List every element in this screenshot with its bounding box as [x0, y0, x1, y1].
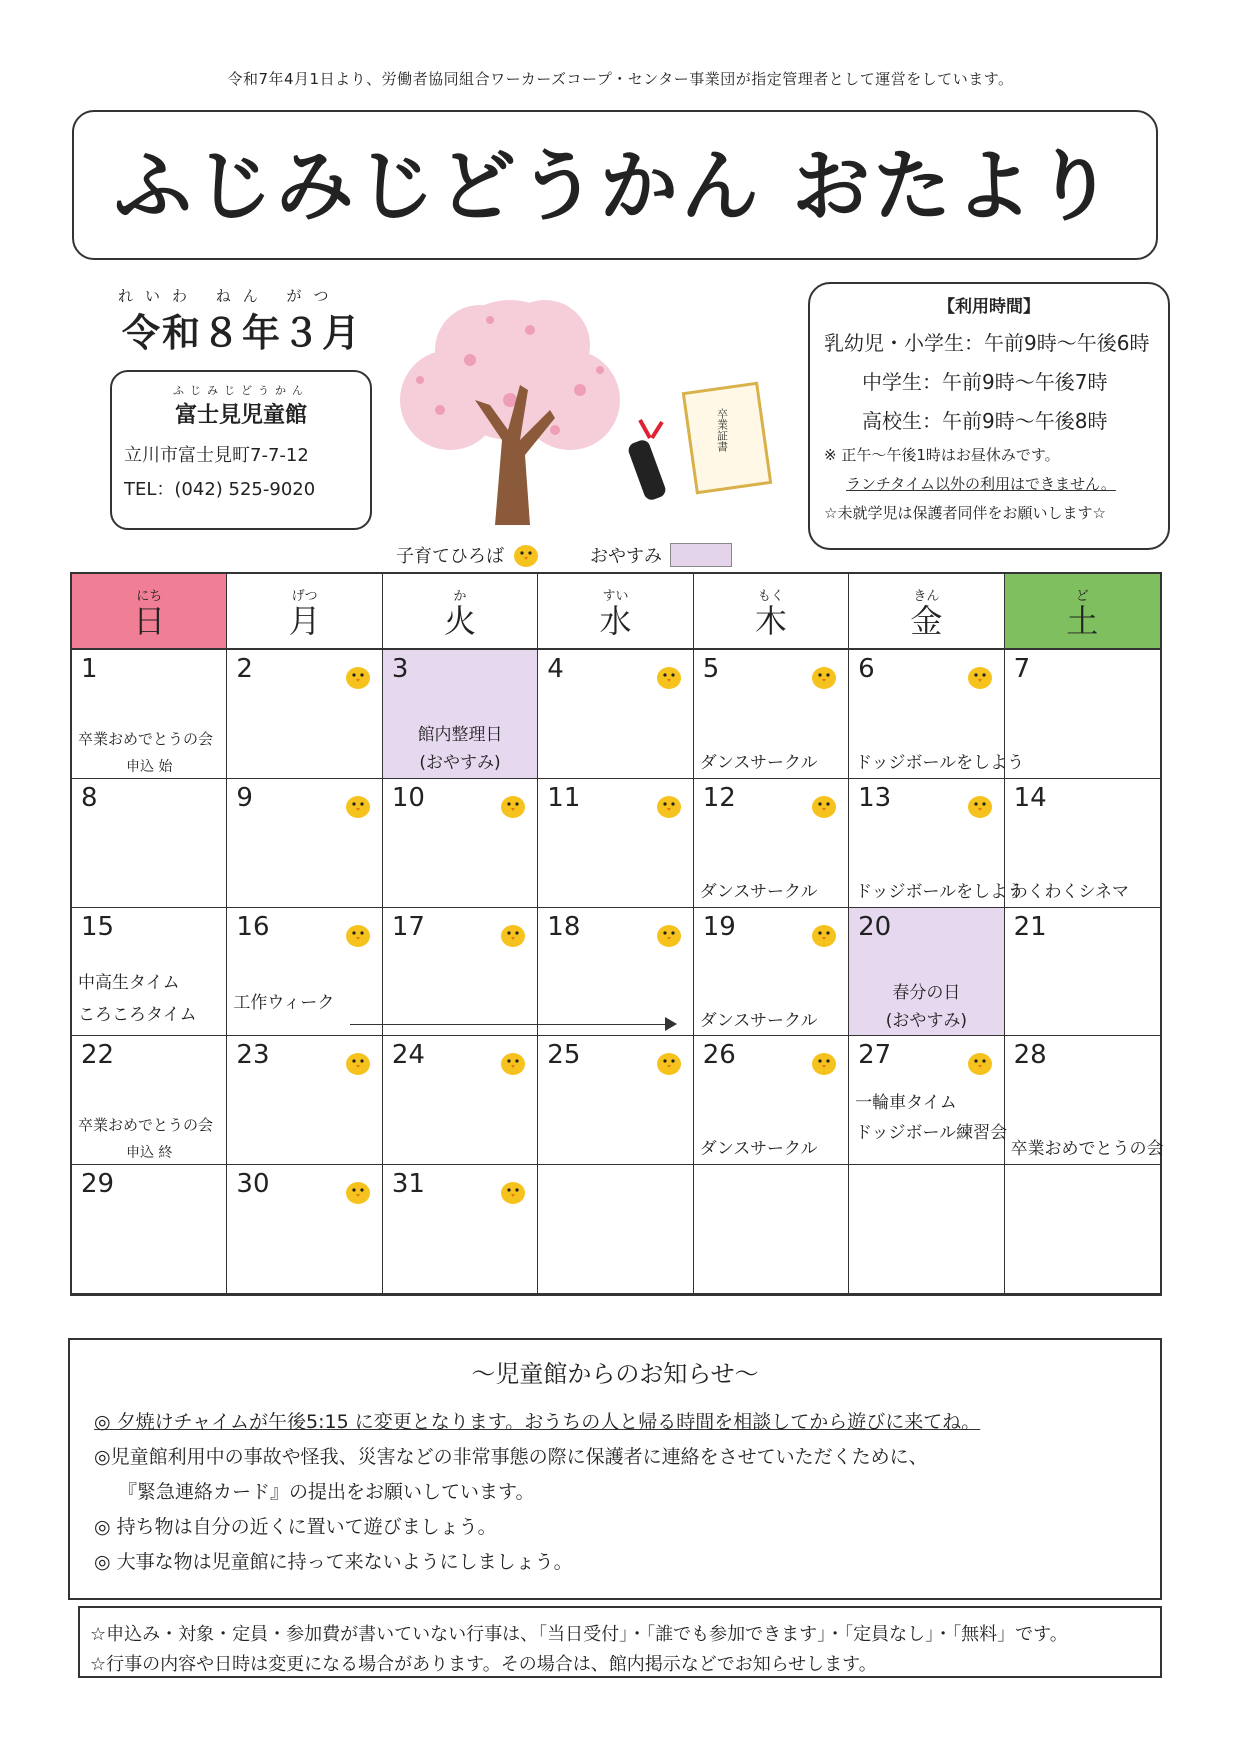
calendar-day-cell: [383, 650, 538, 779]
top-note: 令和7年4月1日より、労働者協同組合ワーカーズコープ・センター事業団が指定管理者として運営をしています。: [227, 70, 1014, 88]
calendar-day-cell: [849, 1165, 1004, 1294]
weekday-kanji: 土: [1066, 601, 1099, 640]
calendar-event: 申込 終: [125, 1145, 173, 1162]
calendar-day-cell: [227, 779, 382, 908]
day-number: 2: [236, 654, 253, 684]
chick-icon: [810, 793, 838, 819]
calendar-day-cell: [1005, 1165, 1160, 1294]
weekday-kanji: 火: [444, 601, 477, 640]
notice-line: ◎ 持ち物は自分の近くに置いて遊びましょう。: [94, 1516, 497, 1538]
weekday-header: [72, 574, 227, 650]
calendar-day-cell: [849, 1036, 1008, 1165]
calendar-event: ダンスサークル: [699, 1010, 818, 1031]
calendar-grid: [70, 572, 1162, 1296]
day-number: 23: [236, 1040, 270, 1071]
calendar-day-cell: [227, 1165, 382, 1294]
calendar-event: ドッジボール練習会: [855, 1123, 1008, 1144]
hours-row: 中学生：午前9時～午後7時: [862, 370, 1108, 394]
day-number: 31: [391, 1169, 425, 1200]
weekday-header: [849, 574, 1004, 650]
chick-icon: [655, 793, 683, 819]
weekday-yomi: ど: [1075, 588, 1089, 604]
page-title: ふじみじどうかん おたより: [113, 142, 1117, 232]
day-number: 20: [858, 911, 892, 942]
center-info-box: [110, 370, 372, 530]
day-number: 25: [547, 1040, 581, 1071]
day-number: 17: [391, 911, 425, 942]
calendar-day-cell: [383, 1036, 538, 1165]
chick-icon: [966, 1050, 994, 1076]
chick-icon: [344, 922, 372, 948]
day-number: 29: [81, 1169, 115, 1200]
chick-icon: [344, 664, 372, 690]
calendar-day-cell: [72, 650, 227, 779]
chick-icon: [966, 793, 994, 819]
footer-box: [78, 1606, 1162, 1678]
calendar-day-cell: [694, 908, 849, 1037]
weekday-header: [1005, 574, 1160, 650]
event-period-arrow: [350, 1024, 675, 1025]
legend-closed-swatch: [670, 543, 732, 567]
hours-note: ※ 正午～午後1時はお昼休みです。: [824, 446, 1060, 464]
legend-closed-label: おやすみ: [590, 546, 662, 567]
chick-icon: [499, 922, 527, 948]
weekday-kanji: 日: [133, 601, 166, 640]
notice-line: 『緊急連絡カード』の提出をお願いしています。: [118, 1481, 535, 1503]
calendar-day-cell: [538, 1165, 693, 1294]
day-number: 28: [1013, 1040, 1047, 1071]
calendar-event: 春分の日: [892, 982, 961, 1003]
weekday-header: [694, 574, 849, 650]
hours-note: ☆未就学児は保護者同伴をお願いします☆: [824, 504, 1106, 522]
day-number: 18: [547, 911, 581, 942]
calendar-event: 工作ウィーク: [233, 992, 335, 1013]
day-number: 4: [547, 654, 564, 684]
day-number: 21: [1013, 911, 1047, 942]
calendar-event: 申込 始: [125, 759, 173, 775]
calendar-event: 卒業おめでとうの会: [1010, 1139, 1164, 1160]
hours-row: 乳幼児・小学生：午前9時～午後6時: [824, 331, 1150, 355]
calendar-event: わくわくシネマ: [1010, 881, 1130, 902]
chick-icon: [344, 793, 372, 819]
calendar-day-cell: [383, 779, 538, 908]
day-number: 1: [81, 654, 98, 684]
calendar-day-cell: [383, 1165, 538, 1294]
calendar-day-cell: [694, 1036, 849, 1165]
weekday-kanji: 木: [754, 601, 787, 640]
footer-line: ☆行事の内容や日時は変更になる場合があります。その場合は、館内掲示などでお知らせします。: [90, 1654, 877, 1675]
day-number: 14: [1013, 782, 1047, 813]
calendar-day-cell: [849, 908, 1004, 1037]
calendar-day-cell: [72, 779, 227, 908]
chick-icon: [810, 1050, 838, 1076]
calendar-day-cell: [72, 1036, 227, 1165]
cherry-blossom-tree-icon: [380, 290, 640, 530]
calendar-event: (おやすみ): [419, 753, 501, 773]
day-number: 6: [858, 654, 875, 684]
center-tel: TEL：(042) 525-9020: [124, 479, 316, 500]
calendar-day-cell: [849, 779, 1025, 908]
day-number: 22: [81, 1040, 115, 1071]
day-number: 27: [858, 1040, 892, 1071]
calendar-day-cell: [849, 650, 1025, 779]
calendar-day-cell: [538, 1036, 693, 1165]
day-number: 13: [858, 782, 892, 813]
calendar-event: ダンスサークル: [699, 881, 818, 902]
weekday-header: [383, 574, 538, 650]
chick-icon: [655, 664, 683, 690]
day-number: 30: [236, 1169, 270, 1200]
calendar-day-cell: [227, 650, 382, 779]
calendar-event: 中高生タイム: [78, 972, 180, 993]
center-name: 富士見児童館: [174, 403, 307, 428]
day-number: 24: [391, 1040, 425, 1071]
notice-line: ◎児童館利用中の事故や怪我、災害などの非常事態の際に保護者に連絡をさせていただくために、: [94, 1446, 928, 1468]
weekday-yomi: か: [453, 588, 467, 604]
calendar-day-cell: [1005, 908, 1160, 1037]
weekday-yomi: きん: [913, 588, 940, 604]
center-address: 立川市富士見町7-7-12: [124, 445, 309, 466]
weekday-header: [227, 574, 382, 650]
chick-icon: [655, 1050, 683, 1076]
month-title: 令和８年３月: [122, 311, 363, 355]
calendar-event: 館内整理日: [417, 725, 503, 745]
chick-icon: [810, 664, 838, 690]
day-number: 9: [236, 782, 253, 813]
title-box: [72, 110, 1158, 260]
calendar-event: 一輪車タイム: [855, 1093, 957, 1114]
chick-icon: [499, 1050, 527, 1076]
notice-line: ◎ 大事な物は児童館に持って来ないようにしましょう。: [94, 1551, 573, 1573]
weekday-kanji: 金: [910, 601, 943, 640]
hours-title: 【利用時間】: [938, 297, 1040, 317]
calendar-event: ころころタイム: [78, 1004, 197, 1025]
weekday-header: [538, 574, 693, 650]
weekday-yomi: げつ: [291, 588, 318, 604]
legend-hiroba-label: 子育てひろば: [396, 546, 504, 567]
calendar-day-cell: [1005, 650, 1160, 779]
notice-box: [68, 1338, 1162, 1600]
calendar-event: ダンスサークル: [699, 1139, 818, 1160]
chick-icon: [344, 1050, 372, 1076]
calendar-day-cell: [694, 650, 849, 779]
footer-line: ☆申込み・対象・定員・参加費が書いていない行事は、「当日受付」・「誰でも参加できます」・「定員なし」・「無料」です。: [90, 1624, 1068, 1645]
calendar-event: ダンスサークル: [699, 753, 818, 773]
calendar-day-cell: [538, 779, 693, 908]
hours-row: 高校生：午前9時～午後8時: [862, 409, 1108, 433]
day-number: 3: [391, 654, 409, 684]
calendar-event: 卒業おめでとうの会: [78, 1116, 214, 1135]
day-number: 8: [81, 782, 98, 813]
day-number: 11: [547, 782, 581, 813]
chick-icon: [966, 664, 994, 690]
weekday-yomi: もく: [757, 588, 784, 604]
chick-icon: [512, 542, 540, 568]
diploma-text: 卒業証書: [715, 408, 729, 452]
chick-icon: [655, 922, 683, 948]
chick-icon: [499, 1179, 527, 1205]
opening-hours-box: [808, 282, 1170, 550]
day-number: 15: [81, 911, 115, 942]
calendar-event: ドッジボールをしよう: [855, 753, 1025, 773]
calendar-day-cell: [72, 1165, 227, 1294]
weekday-kanji: 月: [288, 601, 321, 640]
day-number: 7: [1013, 654, 1031, 684]
day-number: 19: [702, 911, 736, 942]
weekday-yomi: にち: [136, 588, 163, 604]
month-ruby: れいわ ねん がつ: [118, 287, 341, 305]
calendar-day-cell: [383, 908, 538, 1037]
calendar-event: 卒業おめでとうの会: [78, 730, 214, 748]
diploma-icon: [630, 380, 770, 510]
calendar-day-cell: [538, 650, 693, 779]
calendar-event: ドッジボールをしよう: [855, 881, 1025, 902]
weekday-kanji: 水: [599, 601, 632, 640]
calendar-legend: [396, 540, 732, 570]
calendar-event: (おやすみ): [885, 1010, 967, 1031]
hours-note: ランチタイム以外の利用はできません。: [846, 475, 1116, 493]
center-name-ruby: ふじみじどうかん: [173, 384, 309, 397]
calendar-day-cell: [72, 908, 227, 1037]
day-number: 16: [236, 911, 270, 942]
chick-icon: [499, 793, 527, 819]
calendar-day-cell: [694, 1165, 849, 1294]
calendar-day-cell: [227, 908, 382, 1037]
day-number: 5: [702, 654, 720, 684]
chick-icon: [810, 922, 838, 948]
day-number: 10: [391, 782, 425, 813]
chick-icon: [344, 1179, 372, 1205]
notice-line: ◎ 夕焼けチャイムが午後5:15 に変更となります。おうちの人と帰る時間を相談してから遊びに来てね。: [94, 1411, 981, 1433]
day-number: 12: [702, 782, 736, 813]
calendar-day-cell: [227, 1036, 382, 1165]
calendar-day-cell: [694, 779, 849, 908]
calendar-day-cell: [1005, 1036, 1164, 1165]
notice-title: ～児童館からのお知らせ～: [471, 1360, 759, 1388]
weekday-yomi: すい: [602, 588, 629, 604]
day-number: 26: [702, 1040, 736, 1071]
calendar-day-cell: [1005, 779, 1160, 908]
